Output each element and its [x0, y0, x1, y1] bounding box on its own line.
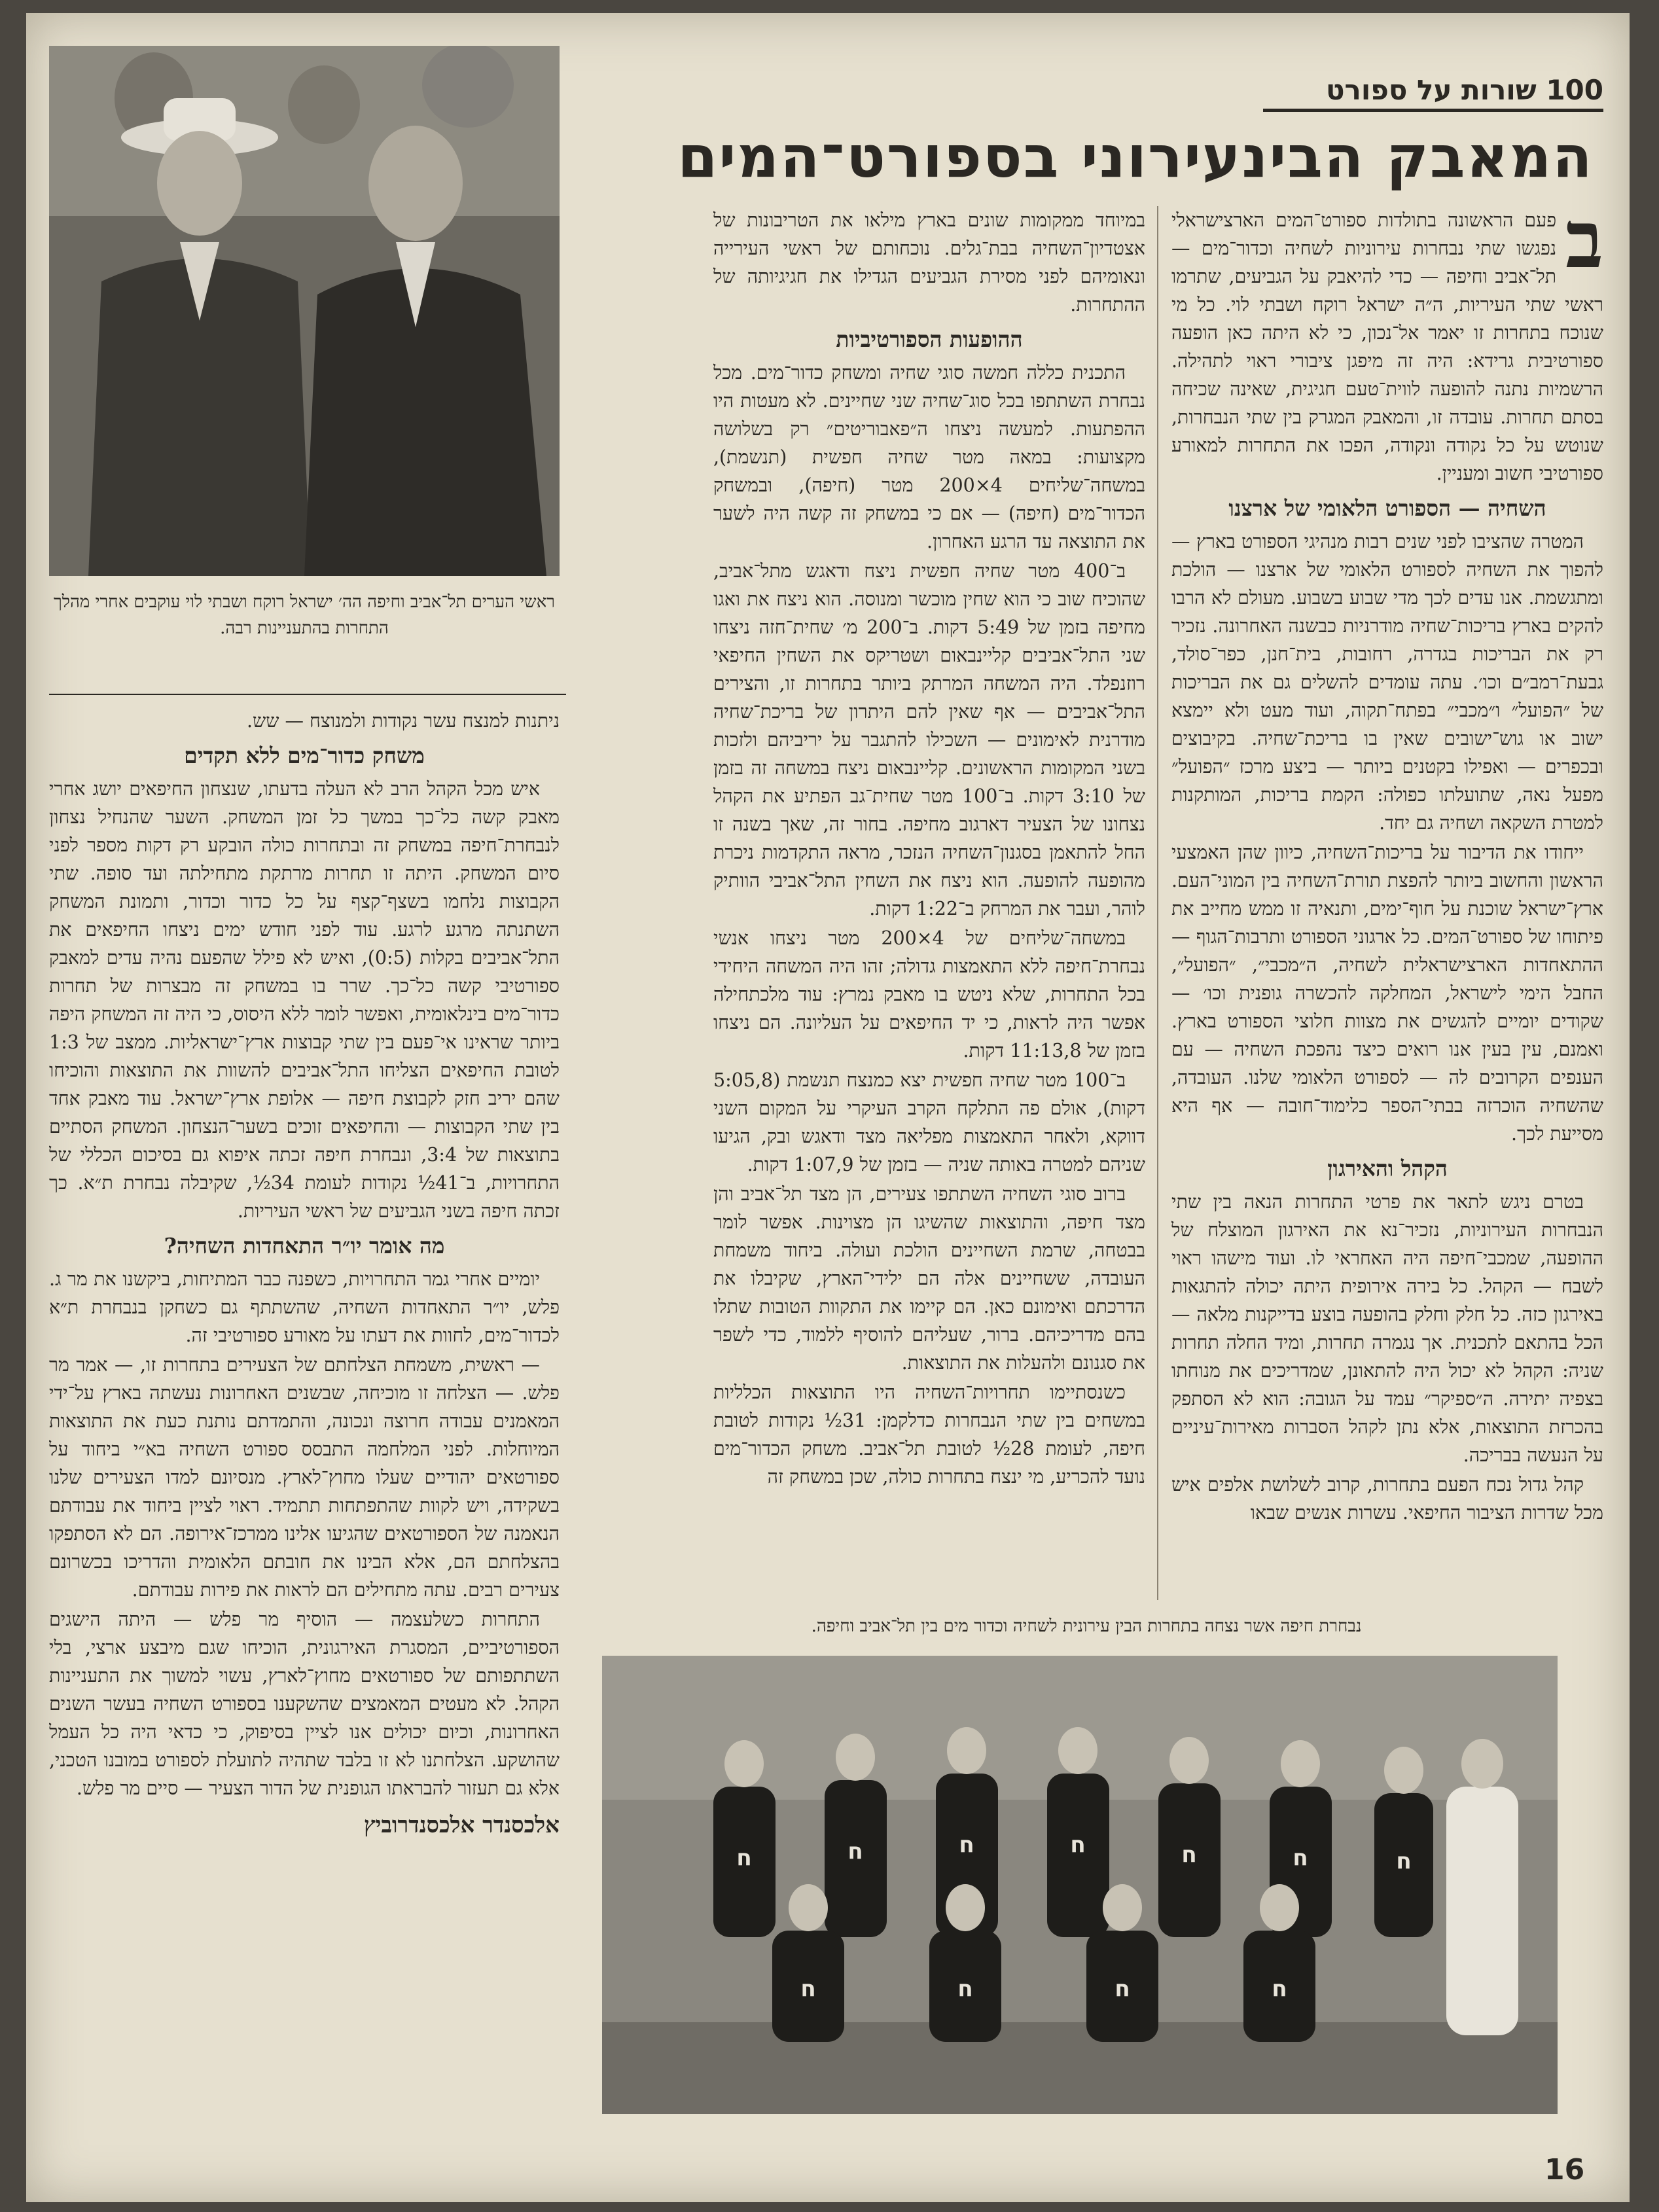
svg-text:ח: ח — [847, 1838, 863, 1864]
svg-text:ח: ח — [800, 1976, 816, 2002]
paragraph: ייחודו את הדיבור על בריכות־השחיה, כיוון שהן האמצעי הראשון והחשוב ביותר להפצת תורת־השחיה בין המוני־העם. ארץ־ישראל שוכנת על חוף־ימים, ותנאיה זו ממש מחייב את פיתוחו של ספורט־המים. כל ארגוני הספורט ותרבות־הגוף — ההתאחדות הארצישראלית לשחיה, ה״מכבי״, ״הפועל״, החבל הימי לישראל, המחלקה להכשרה גופנית וכו׳ — שקודים יומיים להגשים את מצוות חלוצי הספורט בארץ. ואמנם, עין בעין אנו רואים כיצד נהפכת השחיה — עם הענפים הקרובים לה — לספורט הלאומי שלנו. העובדה, שהשחיה הוכרזה בבתי־הספר כלימוד־חובה — אף היא מסייעת לכך. — [1171, 842, 1603, 1145]
section-tag: 100 שורות על ספורט — [1263, 72, 1603, 112]
subheading-audience: הקהל והאירגון — [1327, 1156, 1448, 1181]
paragraph: התכנית כללה חמשה סוגי שחיה ומשחק כדור־מים. מכל נבחרת השתתפו בכל סוג־שחיה שני שחיינים. לא מעטות היו ההפתעות. למעשה ניצחו ה״פאבוריטים״ רק בשלושה מקצועות: במאה מטר שחיה חפשית (תנשמת), במשחה־שליחים 4×200 מטר (חיפה), ובמשחק הכדור־מים (חיפה) — אם כי במשחק זה קשה היה לשער את התוצאה עד הרגע האחרון. — [713, 362, 1145, 552]
paragraph: כשנסתיימו תחרויות־השחיה היו התוצאות הכלליות במשחים בין שתי הנבחרות כדלקמן: 31½ נקודות לטובת חיפה, לעומת 28½ לטובת תל־אביב. משחק הכדור־מים נועד להכריע, מי ינצח בתחרות כולה, שכן במשחק זה — [713, 1382, 1145, 1488]
svg-text:ח: ח — [959, 1832, 974, 1858]
team-photo-caption: נבחרת חיפה אשר נצחה בתחרות הבין עירונית לשחיה וכדור מים בין תל־אביב וחיפה. — [811, 1616, 1362, 1636]
paragraph: המטרה שהציבו לפני שנים רבות מנהיגי הספורט בארץ — להפוך את השחיה לספורט הלאומי של ארצנו — הולכת ומתגשמת. אנו עדים לכך מדי שבוע בשבוע. מעולם לא הרבו להקים בארץ בריכות־שחיה מודרניות כבשנה האחרונה. נזכיר רק את הבריכות בגדרה, רחובות, בית־חנן, כפר־סולד, גבעת־רמב״ם וכו׳. עתה עומדים להשלים גם את הבריכות של ״הפועל״ ו״מכבי״ בפתח־תקוה, ועוד מעט ולא יימצא ישוב או גוש־ישובים שאין בו בריכת־שחיה. בקיבוצים ובכפרים — ואפילו בקטנים ביותר — ביצע מרכז ״הפועל״ מפעל נאה, שתועלתו כפולה: הקמת בריכות, המותקנות למטרת השקאה ושחיה גם יחד. — [1171, 531, 1603, 834]
team-photo-image — [602, 1656, 1558, 2114]
paragraph: התחרות כשלעצמה — הוסיף מר פלש — היתה הישגים הספורטיביים, המסגרת האירגונית, הוכיחו שגם מיבצע ארצי, בלי השתתפותם של ספורטאים מחוץ־לארץ, עשוי למשוך את התעניינות הקהל. לא מעטים המאמצים שהשקענו בספורט השחיה בעשר השנים האחרונות, וכיום יכולים אנו לציין בסיפוק, כי כדאי היה כל העמל שהושקע. הצלחתנו לא זו בלבד שתהיה לתועלת לספורט במובנו הטכני, אלא גם תעזור להבראתו הגופנית של הדור הצעיר — סיים מר פלש. — [49, 1609, 560, 1799]
magazine-page — [26, 13, 1630, 2202]
page-number: 16 — [1544, 2153, 1585, 2186]
subheading-performances: ההופעות הספורטיביות — [836, 327, 1023, 352]
paragraph: ב־400 מטר שחיה חפשית ניצח ודאגש מתל־אביב, שהוכיח שוב כי הוא שחין מוכשר ומנוסה. הוא ניצח את ואגו מחיפה בזמן של 5:49 דקות. ב־200 מ׳ שחית־חזה ניצחו שני התל־אביבים קליינבאום ושטריקס את השחין החיפאי רוזנפלד. היה המשחה המרתק ביותר בתחרות זו, והצירים התל־אביבים — אף שאין להם היתרון של בריכת־שחיה מודרנית לאימונים — השכילו להתגבר על יריביהם ולזכות בשני המקומות הראשונים. קליינבאום ניצח במשחה זה בזמן של 3:10 דקות. ב־100 מטר שחית־גב הפתיע את הקהל נצחונו של הצעיר דארגוב מחיפה. בחור זה, שאך בשנה זו החל להתאמן בסגנון־השחיה הנזכר, מראה התקדמות ניכרת מהופעה להופעה. הוא ניצח את השחין התל־אביבי הוותיק לוהר, ועבר את המרחק ב־1:22 דקות. — [713, 560, 1145, 919]
article-column-3 — [49, 707, 560, 2147]
subheading-water-polo: משחק כדור־מים ללא תקדים — [184, 743, 425, 768]
intro-paragraph: פעם הראשונה בתולדות ספורט־המים הארצישראלי נפגשו שתי נבחרות עירוניות לשחיה וכדור־מים — תל־אביב וחיפה — כדי להיאבק על הגביעים, שתרמו ראשי שתי העיריות, ה״ה ישראל רוקח ושבתי לוי. כל מי שנוכח בתחרות זו יאמר אל־נכון, כי לא היתה כאן הופעה ספורטיבית גרידא: היה זה מיפגן ציבורי ראוי לתהילה. הרשמיות נתנה להופעה לווית־טעם חגיגית, שאינה שכיחה בסתם תחרות. עובדה זו, והמאבק המגרק בין שתי הנבחרות, שנוטש על כל נקודה ונקודה, הפכו את התחרות למאורע ספורטיבי חשוב ומעניין. — [1171, 209, 1603, 484]
article-column-1 — [1171, 206, 1603, 1600]
drop-cap: ב — [1565, 206, 1603, 286]
svg-text:ח: ח — [1396, 1848, 1412, 1874]
column-divider — [1157, 206, 1158, 1600]
svg-text:ח: ח — [1070, 1832, 1086, 1858]
svg-text:ח: ח — [736, 1845, 752, 1871]
paragraph: — ראשית, משמחת הצלחתם של הצעירים בתחרות זו, — אמר מר פלש. — הצלחה זו מוכיחה, שבשנים האחרונות נעשתה בארץ על־ידי המאמנים עבודה חרוצה ונכונה, והתמדתם נותנת כעת את התוצאות המיוחלות. לפני המלחמה התבסס ספורט השחיה בא״י ביחוד על ספורטאים יהודיים שעלו מחוץ־לארץ. מנסיונם למדו הצעירים שלנו בשקידה, ויש לקוות שהתפתחות תתמיד. ראוי לציין ביחוד את עבודתם הנאמנה של הספורטאים שהגיעו אלינו ממרכז־אירופה. הם לא הסתפקו בהצלחתם הם, אלא הבינו את חובתם הלאומית והדריכו בכשרונם צעירים רבים. עתה מתחילים הם לראות את פירות עבודתם. — [49, 1354, 560, 1601]
author-signature: אלכסנדר אלכסנדרוביץ — [363, 1812, 560, 1838]
paragraph: יומיים אחרי גמר התחרויות, כשפנה כבר המתיחות, ביקשנו את מר ג. פלש, יו״ר התאחדות השחיה, שהשתתף גם כשחקן בנבחרת ת״א לכדור־מים, לחוות את דעתו על מאורע ספורטיבי זה. — [49, 1268, 560, 1346]
divider — [49, 694, 566, 695]
paragraph: במיוחד ממקומות שונים בארץ מילאו את הטריבונות של אצטדיון־השחיה בבת־גלים. נוכחותם של ראשי העירייה ונאומיהם לפני מסירת הגביעים הגדילו את חגיגיותה של ההתחרות. — [713, 209, 1145, 315]
article-column-2 — [713, 206, 1145, 1600]
svg-text:ח: ח — [1181, 1842, 1197, 1868]
svg-text:ח: ח — [957, 1976, 973, 2002]
photo-mayors — [49, 46, 560, 576]
paragraph: ניתנות למנצח עשר נקודות ולמנוצח — שש. — [246, 710, 560, 732]
subheading-national-sport: השחיה — הספורט הלאומי של ארצנו — [1228, 495, 1546, 521]
paragraph: בטרם ניגש לתאר את פרטי התחרות הנאה בין שתי הנבחרות העירוניות, נזכיר־נא את האירגון המוצלח של ההופעה, שמכבי־חיפה היה האחראי לו. ועוד מישהו ראוי לשבח — הקהל. כל בירה אירופית היתה יכולה להתגאות באירגון כזה. כל חלק וחלק בהופעה בוצע בדייקנות מלאה — הכל בהתאם לתכנית. אך נגמרה תחרות, ומיד החלה תחרות שניה: הקהל לא יכול היה להתאונן, שמדריכים את מנוחתו בצפיה יתירה. ה״ספיקר״ עמד על הגובה: הוא לא הסתפק בהכרזת התוצאות, אלא נתן לקהל הסברות מאירות־עיניים על הנעשה בבריכה. — [1171, 1191, 1603, 1466]
paragraph: במשחה־שליחים של 4×200 מטר ניצחו אנשי נבחרת־חיפה ללא התאמצות גדולה; זהו היה המשחה היחידי בכל התחרות, שלא ניטש בו מאבק נמרץ: עוד מלכתחילה אפשר היה לראות, כי יד החיפאים על העליונה. הם ניצחו בזמן של 11:13,8 דקות. — [713, 927, 1145, 1061]
photo-mayors-caption: ראשי הערים תל־אביב וחיפה הה׳ ישראל רוקח ושבתי לוי עוקבים אחרי מהלך התחרות בהתעניינות רבה. — [54, 592, 555, 638]
headline: המאבק הבינעירוני בספורט־המים — [677, 123, 1594, 190]
paragraph: ב־100 מטר שחיה חפשית יצא כמנצח תנשמת (5:05,8 דקות), אולם פה התלקח הקרב העיקרי על המקום השני דווקא, ולאחר התאמצות מפליאה מצד ודאגש ובק, הגיעו שניהם למטרה באותה שניה — בזמן של 1:07,9 דקות. — [713, 1069, 1145, 1175]
svg-text:ח: ח — [1115, 1976, 1130, 2002]
svg-text:ח: ח — [1272, 1976, 1287, 2002]
svg-text:ח: ח — [1293, 1845, 1308, 1871]
paragraph: קהל גדול נכח הפעם בתחרות, קרוב לשלושת אלפים איש מכל שדרות הציבור החיפאי. עשרות אנשים שבאו — [1171, 1474, 1603, 1524]
photo-haifa-team — [602, 1656, 1558, 2114]
paragraph: ברוב סוגי השחיה השתתפו צעירים, הן מצד תל־אביב והן מצד חיפה, והתוצאות שהשיגו הן מצוינות. אפשר לומר בבטחה, שרמת השחיינים הולכת ועולה. ביחוד משמחת העובדה, ששחיינים אלה הם ילידי־הארץ, שקיבלו את הדרכתם ואימונם כאן. הם קיימו את התקוות הטובות שתלו בהם מדריכיהם. ברור, שעליהם להוסיף ללמוד, כדי לשפר את סגנונם ולהעלות את התוצאות. — [713, 1183, 1145, 1374]
mayors-photo-image — [49, 46, 560, 576]
paragraph: איש מכל הקהל הרב לא העלה בדעתו, שנצחון החיפאים יושג אחרי מאבק קשה כל־כך במשך כל זמן המשחק. השער שהנחיל נצחון לנבחרת־חיפה במשחק זה ובתחרות כולה הובקע רק דקות מספר לפני סיום המשחק. היתה זו תחרות מרתקת מתחילתה ועד סופה. שתי הקבוצות נלחמו בשצף־קצף על כל כדור וכדור, ותמונת המשחק השתנתה מרגע לרגע. עוד לפני חודש ימים ניצחו החיפאים את התל־אביבים בקלות (0:5), ואיש לא פילל שהפעם נהיה עדים למאבק ספורטיבי קשה כל־כך. שרר בו במשחק זה מבצרות של תחרות כדור־מים בינלאומית, ואפשר לומר ללא היסוס, כי היה זה המשחק היפה ביותר שראינו אי־פעם בין שתי קבוצות ארץ־ישראליות. ממצב של 1:3 לטובת החיפאים הצליחו התל־אביבים להשוות את התוצאות והוכיחו שהם יריב חזק לקבוצת חיפה — אלופת ארץ־ישראל. עוד מאבק אחד בין שתי הקבוצות — והחיפאים זוכים בשער־הנצחון. המשחק הסתיים בתוצאות של 3:4, ונבחרת חיפה זכתה איפוא גם בסיכום הכללי של התחרויות, ב־41½ נקודות לעומת 34½, שקיבלה נבחרת ת״א. כך זכתה חיפה בשני הגביעים של ראשי העיריות. — [49, 778, 560, 1222]
subheading-chairman-says: מה אומר יו״ר התאחדות השחיה? — [164, 1233, 445, 1258]
